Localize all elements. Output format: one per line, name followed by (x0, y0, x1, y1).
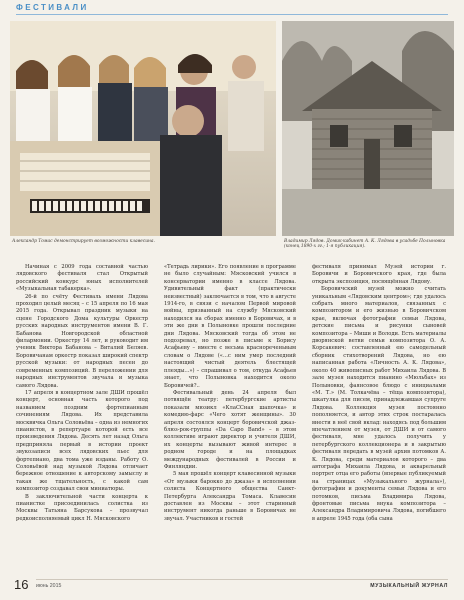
paragraph: 5 мая прошёл концерт клавесинной музыки «От музыки барокко до джаза» в исполнении солиста Концертного общества Санкт-Петербурга Александра Томаса. Клавесин доставлен из Москвы – этот старинный инструмент никогда раньше в Боровичах не звучал. Участников и гостей (164, 471, 296, 522)
photo-pianist-children-image (10, 21, 276, 236)
page-header (0, 0, 464, 18)
header-rule (16, 14, 448, 15)
text-column-3 (312, 264, 446, 574)
photo-caption-left: Александр Томас демонстрирует возможности клавесина. (12, 239, 155, 244)
photo-pianist-children (10, 21, 276, 236)
photo-caption-right: Владимир Лядов. Домик-кабинет А. К. Лядова в усадьбе Полыновка (конец 1890-х гг.; 1-я публикация). (284, 239, 446, 250)
text-column-2 (164, 264, 296, 574)
paragraph: Боровичский музей можно считать уникальным «Лядовским центром»; где удалось собрать много материалов, связанных с композитором и его жизнью в Боровичском крае, включая фотографии семьи Лядова, детские письма и рисунки сыновей композитора – Миши и Володи. Есть материалы дворянской ветви семьи композитора О. А. Корсакевич: составленный ею самодельный сборник стихотворений Лядова, но ею написанная работа «Личность А. К. Лядова», около 40 живописных работ Михаила Лядова. В зале музея находится пианино «Мюльбах» из Полыновки, фаянсовое блюдо с инициалами «М. Т.» (М. Толкачёва – тёща композитора), шкатулка для писем, принадлежавшая супруге Лядова. Коллекция музея постоянно пополняется, и автор этих строк постаралась внести в неё свой вклад: находясь под большим впечатлением от музея, от ДШИ и от самого фестиваля, мне удалось получить у петербургского коллекционера и в закрытыю фестиваля передать в музей архив потомков А. К. Лядова, среди материалов которого – два автографа Михаила Лядова, и акварельный портрет отца его работы (впервые публикуемый на страницах «Музыкального журнала»), фотографии и документы семьи Лядова и его потомков, письма Владимира Лядова, фронтовые письма внука композитора – Александра Владимировича Лядова, погибшего в апреле 1945 года (оба сына (312, 286, 446, 522)
paragraph: Начиная с 2009 года составной частью лядовского фестиваля стал Открытый российский конкурс юных исполнителей «Музыкальная табакерка». (16, 264, 148, 293)
footer-rule (36, 579, 448, 580)
issue-date: июнь 2015 (36, 583, 62, 589)
paragraph: В заключительной части концерта к пианистке присоединилась солистка из Москвы Татьяна Барсукова – прозвучал редкоисполняемый цикл Н. Мясковского (16, 493, 148, 522)
page-number: 16 (14, 577, 29, 592)
page-footer (0, 575, 464, 600)
section-label: ФЕСТИВАЛИ (16, 3, 89, 12)
paragraph: Фестивальный день 24 апреля был потвящён театру: петербургские артисты показали мюзикл «КлаССная шапочка» и комедию-фарс «Чего хотят женщины». 30 апреля состоялся концерт боровичской джаз-блюз-рок-группы «Da Capo Band» – в этом коллективе играют директор и учителя ДШИ, их концерты вызывают живой интерес в родном городе и на площадках международных фестивалей в России и Финляндии. (164, 389, 296, 470)
photo-wooden-house (282, 21, 454, 236)
paragraph: 26-й по счёту Фестиваль имени Лядова проходил целый месяц – с 15 апреля по 16 мая 2015 года. Открывал праздник музыки на сцене Городского Дома культуры Оркестр русских народных инструментов имени В. Г. Бабанова Новгородской областной филармонии. Оркестру 14 лет, и руководит им ученик Виктора Бабанова – Виталий Беляев. Боровичанам оркестр показал широкий спектр русской музыки: от народных песен до современных композиций. В переложении для народных инструментов звучала и музыка самого Лядова. (16, 293, 148, 389)
paragraph: фестиваля принимал Музей истории г. Боровичи и Боровичского края, где была открыта экспозиция, посвящённая Лядову. (312, 264, 446, 285)
paragraph: «Тетрадь лирики». Его появление в программе не было случайным: Мясковский учился в консерватории именно в классе Лядова. Удивительный факт (практически неизвестный) заключается в том, что в августе 1914-го, в связи с началом Первой мировой войны, призванный на службу Мясковский находился на сборах именно в Боровичах, и в эти же дни в Полыновке прошли последние дни Лядова. Мясковский тогда об этом не подозревал, но позже в письме к Борису Асафьеву – вместе с весьма краснореченьвым словам о Лядове («...с ним умер последний настоящий чистый деятель блестящей плеяды...») – спрашивал о том, откуда Асафьев знает, что Полыновка находится около Боровичей?.. (164, 264, 296, 389)
text-column-1 (16, 264, 148, 574)
paragraph: 17 апреля в концертном зале ДШИ прошёл концерт, основная часть которого под названием поздним фортепианным сочинениям Лядова. Их представила москвичка Ольга Соловьёва – одна из немногих пианистов, в репертуаре которой есть все произведения Лядова. Десять лет назад Ольга предприняла первый в истории проект звукозаписи всех лядовских пьес для фортепиано, два тома уже изданы. Работу О. Соловьёвой над музыкой Лядова отличает бережное отношение к авторскому замыслу и такая же тщательность, с какой сам композитор создавал свои миниатюры. (16, 389, 148, 493)
magazine-name: МУЗЫКАЛЬНЫЙ ЖУРНАЛ (370, 583, 448, 589)
photo-wooden-house-image (282, 21, 454, 236)
